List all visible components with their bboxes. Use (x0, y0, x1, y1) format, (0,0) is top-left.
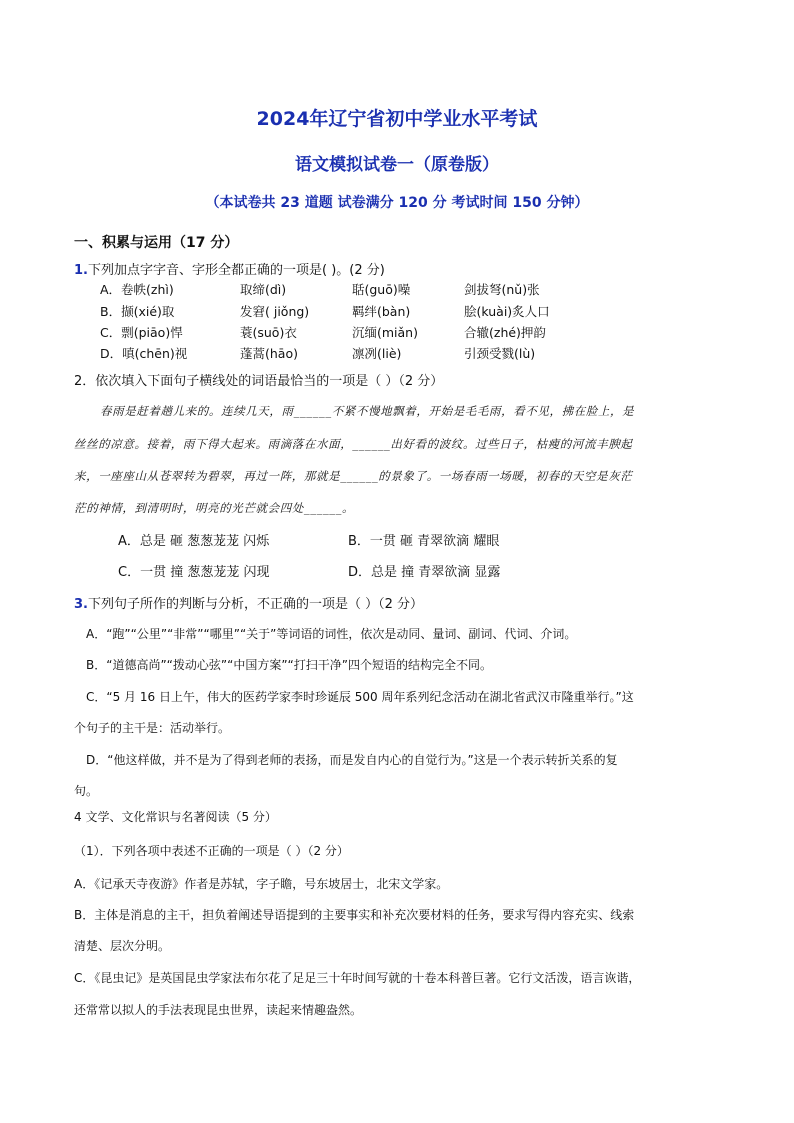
q1-option-c2: 蓑(suō)衣 (240, 325, 297, 340)
q3-option-a: A．“跑”“公里”“非常”“哪里”“关于”等词语的词性，依次是动同、量词、副词、代词、介词。 (86, 627, 577, 641)
question-1-stem (74, 259, 385, 278)
q1-option-a4: 剑拔弩(nǔ)张 (464, 282, 540, 297)
q1-option-a1: A．卷帙(zhì) (100, 282, 174, 297)
q4-option-b-line2: 清楚、层次分明。 (74, 939, 171, 953)
question-3-stem (74, 593, 423, 612)
q1-option-a2: 取缔(dì) (240, 282, 287, 297)
q3-option-d-line1: D．“他这样做，并不是为了得到老师的表扬，而是发自内心的自觉行为。”这是一个表示转折关系的复 (86, 753, 618, 767)
question-text: 下列句子所作的判断与分析，不正确的一项是（ ）（2 分） (87, 597, 424, 612)
q4-option-c-line2: 还常常以拟人的手法表现昆虫世界，读起来情趣盎然。 (74, 1003, 363, 1017)
question-text: 下列加点字字音、字形全都正确的一项是( )。(2 分) (87, 263, 385, 278)
q2-passage-line: 春雨是赶着趟儿来的。连续几天，雨______不紧不慢地飘着，开始是毛毛雨，看不见，拂在脸上，是 (100, 404, 635, 418)
question-number: 1. (74, 263, 88, 278)
q1-option-d4: 引颈受戮(lù) (464, 346, 536, 361)
q2-option-c: C．一贯 撞 葱葱茏茏 闪现 (118, 565, 270, 580)
q2-passage-line: 茫的神情，到清明时，明亮的光芒就会四处______。 (74, 501, 355, 515)
question-4-heading: 4 文学、文化常识与名著阅读（5 分） (74, 810, 277, 824)
q3-option-c-line1: C．“5 月 16 日上午，伟大的医药学家李时珍诞辰 500 周年系列纪念活动在湖北省武汉市隆重举行。”这 (86, 690, 634, 704)
q1-option-c3: 沉缅(miǎn) (352, 325, 418, 340)
q1-option-c1: C．剽(piāo)悍 (100, 325, 183, 340)
q1-option-d2: 蓬蒿(hāo) (240, 346, 298, 361)
section-heading: 一、积累与运用（17 分） (74, 235, 239, 251)
q1-option-b1: B．撷(xié)取 (100, 304, 175, 319)
q4-option-b-line1: B．主体是消息的主干，担负着阐述导语提到的主要事实和补充次要材料的任务，要求写得内容充实、线索 (74, 908, 635, 922)
q1-option-b2: 发窘( jiǒng) (240, 304, 310, 319)
question-2-stem: 2．依次填入下面句子横线处的词语最恰当的一项是（ ）（2 分） (74, 374, 444, 389)
q1-option-b4: 脍(kuài)炙人口 (464, 304, 550, 319)
q4-option-a: A．《记承天寺夜游》作者是苏轼，字子瞻，号东坡居士，北宋文学家。 (74, 877, 449, 891)
q1-option-b3: 羁绊(bàn) (352, 304, 411, 319)
q2-option-d: D．总是 撞 青翠欲滴 显露 (348, 565, 501, 580)
exam-info: （本试卷共 23 道题 试卷满分 120 分 考试时间 150 分钟） (205, 195, 589, 211)
exam-subtitle: 语文模拟试卷一（原卷版） (295, 155, 499, 175)
q1-option-a3: 聒(guō)噪 (352, 282, 411, 297)
question-number: 3. (74, 597, 88, 612)
exam-title: 2024年辽宁省初中学业水平考试 (256, 108, 538, 130)
q2-option-a: A．总是 砸 葱葱茏茏 闪烁 (118, 534, 270, 549)
q4-option-c-line1: C．《昆虫记》是英国昆虫学家法布尔花了足足三十年时间写就的十卷本科普巨著。它行文活泼，语言诙谐， (74, 971, 641, 985)
q3-option-c-line2: 个句子的主干是：活动举行。 (74, 721, 231, 735)
q2-passage-line: 丝丝的凉意。接着，雨下得大起来。雨滴落在水面，______出好看的波纹。过些日子，枯瘦的河流丰腴起 (74, 437, 633, 451)
q2-passage-line: 来，一座座山从苍翠转为碧翠，再过一阵，那就是______的景象了。一场春雨一场暖，初春的天空是灰茫 (74, 469, 633, 483)
q3-option-b: B．“道德高尚”“拨动心弦”“中国方案”“打扫干净”四个短语的结构完全不同。 (86, 658, 492, 672)
q4-sub-question: （1）．下列各项中表述不正确的一项是（ ）（2 分） (74, 844, 349, 858)
q1-option-d3: 凛冽(liè) (352, 346, 402, 361)
q3-option-d-line2: 句。 (74, 784, 99, 798)
q2-option-b: B．一贯 砸 青翠欲滴 耀眼 (348, 534, 500, 549)
q1-option-d1: D．嗔(chēn)视 (100, 346, 188, 361)
q1-option-c4: 合辙(zhé)押韵 (464, 325, 546, 340)
